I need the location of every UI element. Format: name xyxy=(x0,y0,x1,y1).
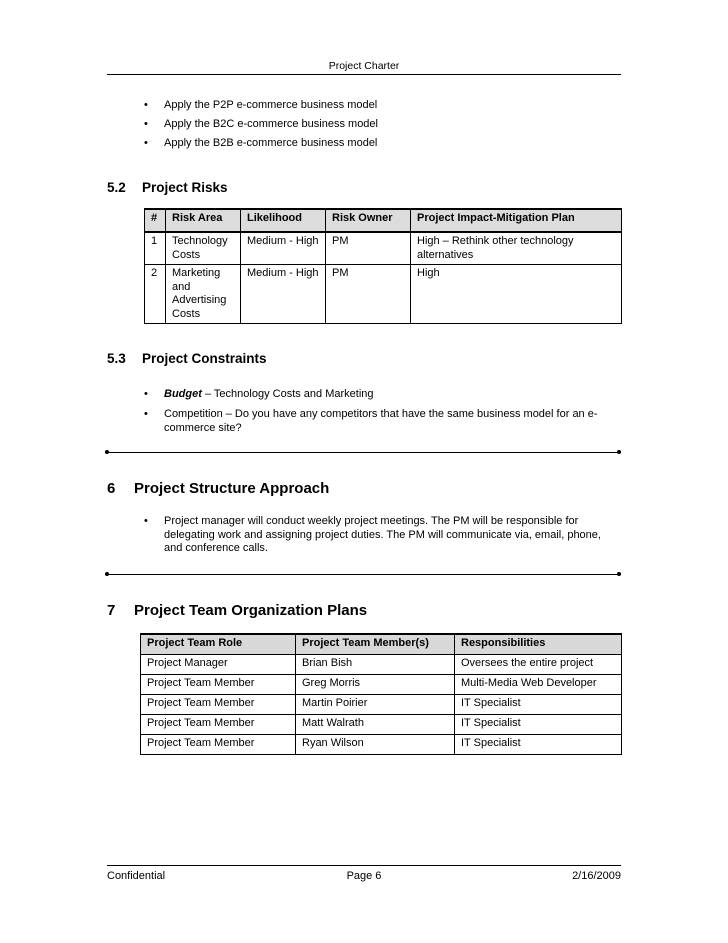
column-header: Project Team Role xyxy=(141,634,296,655)
column-header: Likelihood xyxy=(241,209,326,232)
column-header: Responsibilities xyxy=(455,634,622,655)
footer-rule xyxy=(107,865,621,866)
bullet-icon: • xyxy=(144,515,148,527)
bullet-icon: • xyxy=(144,99,148,111)
table-row: 2 Marketing and Advertising Costs Medium - High PM High xyxy=(145,265,622,324)
column-header: # xyxy=(145,209,166,232)
column-header: Project Impact-Mitigation Plan xyxy=(411,209,622,232)
section-divider xyxy=(107,574,620,575)
page-header-title: Project Charter xyxy=(328,60,400,72)
table-row: Project Team Member Ryan Wilson IT Specialist xyxy=(141,735,622,755)
section-divider xyxy=(107,452,620,453)
divider-dot-icon xyxy=(617,450,621,454)
bullet-icon: • xyxy=(144,118,148,130)
bullet-icon: • xyxy=(144,408,148,420)
budget-label: Budget xyxy=(164,388,202,400)
table-row: Project Manager Brian Bish Oversees the entire project xyxy=(141,655,622,675)
column-header: Risk Area xyxy=(166,209,241,232)
header-rule xyxy=(107,74,621,75)
column-header: Risk Owner xyxy=(326,209,411,232)
table-row: 1 Technology Costs Medium - High PM High – Rethink other technology alternatives xyxy=(145,232,622,265)
bullet-icon: • xyxy=(144,388,148,400)
table-row: Project Team Member Greg Morris Multi-Media Web Developer xyxy=(141,675,622,695)
team-table xyxy=(140,633,622,755)
table-row: Project Team Member Matt Walrath IT Specialist xyxy=(141,715,622,735)
table-header-row xyxy=(141,634,622,655)
table-header-row xyxy=(145,209,622,232)
divider-dot-icon xyxy=(617,572,621,576)
risks-table xyxy=(144,208,622,324)
footer-confidential: Confidential xyxy=(107,870,166,882)
bullet-icon: • xyxy=(144,137,148,149)
table-row: Project Team Member Martin Poirier IT Specialist xyxy=(141,695,622,715)
divider-dot-icon xyxy=(105,450,109,454)
column-header: Project Team Member(s) xyxy=(296,634,455,655)
divider-dot-icon xyxy=(105,572,109,576)
footer-date: 2/16/2009 xyxy=(572,870,621,882)
footer-page-number: Page 6 xyxy=(346,870,382,882)
